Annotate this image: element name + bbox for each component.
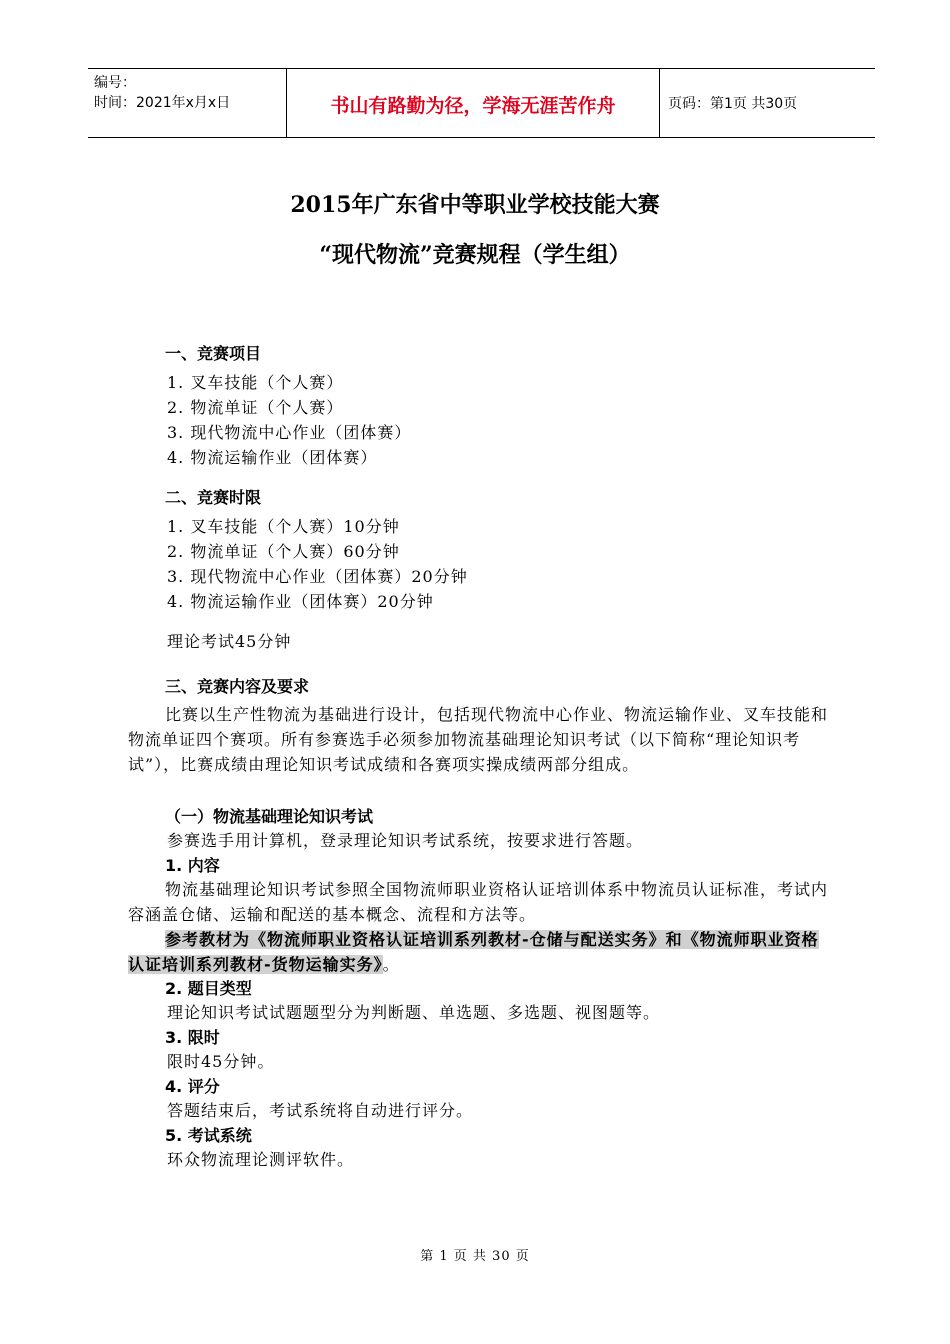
header-page-cell <box>659 69 875 137</box>
reference-highlight: 参考教材为《物流师职业资格认证培训系列教材-仓储与配送实务》和《物流师职业资格认证培训系列教材-货物运输实务》 <box>128 930 819 974</box>
sub1-text: 参赛选手用计算机，登录理论知识考试系统，按要求进行答题。 <box>167 831 644 850</box>
list-item: 1. 叉车技能（个人赛） <box>167 373 344 392</box>
score-text: 答题结束后，考试系统将自动进行评分。 <box>167 1101 474 1120</box>
reference-end: 。 <box>382 955 400 974</box>
limit-text: 限时45分钟。 <box>167 1052 275 1071</box>
section2-heading: 二、竞赛时限 <box>165 488 262 507</box>
list-item: 2. 物流单证（个人赛） <box>167 398 344 417</box>
content-heading: 1. 内容 <box>165 856 220 875</box>
header-meta-cell <box>88 69 286 137</box>
document-time: 时间：2021年x月x日 <box>94 95 231 111</box>
system-heading: 5. 考试系统 <box>165 1126 252 1145</box>
sub1-heading: （一）物流基础理论知识考试 <box>165 807 374 826</box>
header-table <box>88 68 875 138</box>
reference-paragraph <box>128 927 830 977</box>
limit-heading: 3. 限时 <box>165 1028 220 1047</box>
list-item: 3. 现代物流中心作业（团体赛） <box>167 423 412 442</box>
theory-exam-time: 理论考试45分钟 <box>167 632 292 651</box>
header-motto-cell <box>286 69 660 137</box>
section3-intro: 比赛以生产性物流为基础进行设计，包括现代物流中心作业、物流运输作业、叉车技能和物流单证四个赛项。所有参赛选手必须参加物流基础理论知识考试（以下简称“理论知识考试”），比赛成绩由理论知识考试成绩和各赛项实操成绩两部分组成。 <box>128 705 829 774</box>
system-text: 环众物流理论测评软件。 <box>167 1150 355 1169</box>
document-number: 编号： <box>94 75 136 91</box>
list-item: 1. 叉车技能（个人赛）10分钟 <box>167 517 400 536</box>
type-text: 理论知识考试试题题型分为判断题、单选题、多选题、视图题等。 <box>167 1003 661 1022</box>
page-footer: 第 1 页 共 30 页 <box>420 1249 530 1264</box>
motto: 书山有路勤为径，学海无涯苦作舟 <box>330 95 616 117</box>
type-heading: 2. 题目类型 <box>165 979 252 998</box>
page-count: 页码：第1页 共30页 <box>668 96 798 112</box>
section1-heading: 一、竞赛项目 <box>165 344 262 363</box>
document-title-line2: “现代物流”竞赛规程（学生组） <box>319 242 631 268</box>
content-text: 物流基础理论知识考试参照全国物流师职业资格认证培训体系中物流员认证标准，考试内容涵盖仓储、运输和配送的基本概念、流程和方法等。 <box>128 880 829 924</box>
list-item: 4. 物流运输作业（团体赛） <box>167 448 378 467</box>
list-item: 3. 现代物流中心作业（团体赛）20分钟 <box>167 567 468 586</box>
score-heading: 4. 评分 <box>165 1077 220 1096</box>
section3-heading: 三、竞赛内容及要求 <box>165 677 310 696</box>
list-item: 4. 物流运输作业（团体赛）20分钟 <box>167 592 434 611</box>
list-item: 2. 物流单证（个人赛）60分钟 <box>167 542 400 561</box>
document-title-line1: 2015年广东省中等职业学校技能大赛 <box>290 192 660 218</box>
